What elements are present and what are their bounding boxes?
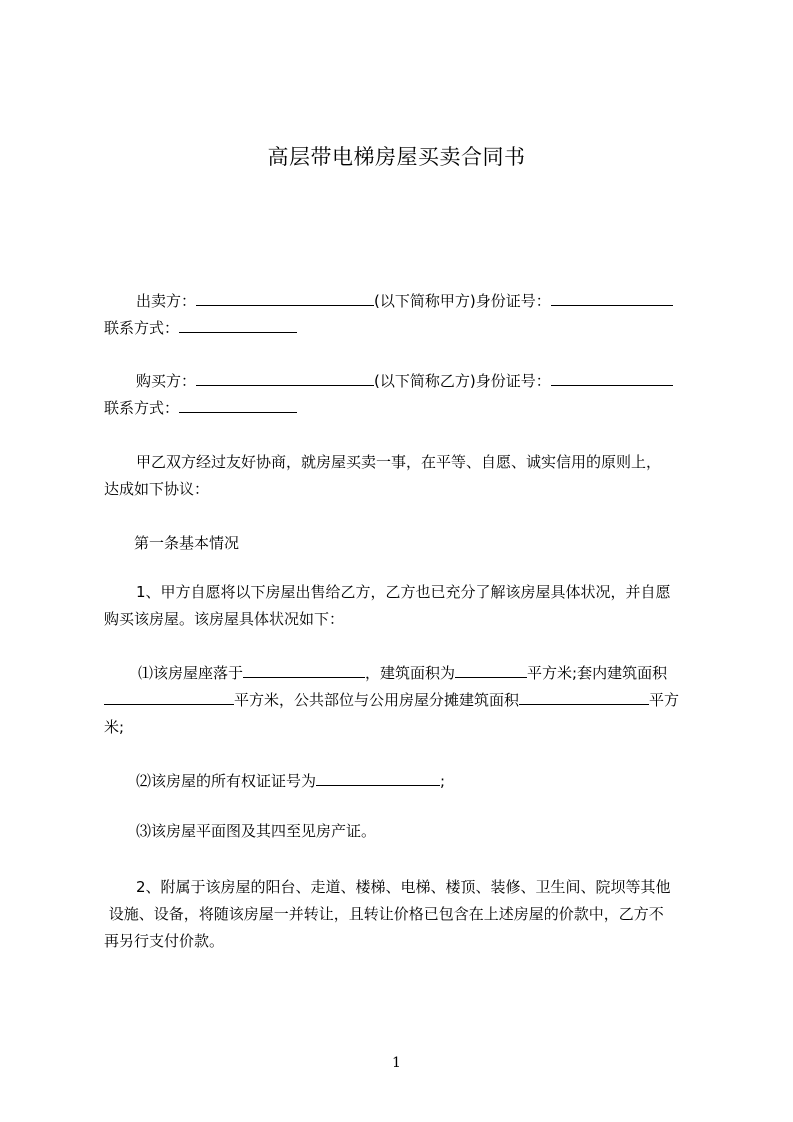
buyer-contact-label: 联系方式： [104, 399, 180, 417]
document-title: 高层带电梯房屋买卖合同书 [267, 145, 526, 169]
item1-f: 米; [104, 718, 125, 736]
item1-a: ⑴该房屋座落于 [138, 664, 244, 682]
article1-p2-line-1: 2、附属于该房屋的阳台、走道、楼梯、电梯、楼顶、装修、卫生间、院坝等其他 [136, 878, 671, 896]
inner-area-blank [104, 689, 234, 705]
buyer-name-blank [196, 370, 374, 386]
seller-contact-label: 联系方式： [104, 319, 180, 337]
seller-contact-line [104, 315, 708, 342]
buyer-contact-blank [179, 397, 297, 413]
certificate-number-blank [316, 770, 440, 786]
item1-line-2 [104, 687, 708, 714]
item2-a: ⑵该房屋的所有权证证号为 [136, 772, 317, 790]
article1-heading-block [104, 530, 708, 557]
area-blank [455, 662, 527, 678]
article1-item1 [104, 660, 708, 741]
item2-b: ; [440, 772, 446, 790]
intro-line-2: 达成如下协议： [104, 480, 210, 498]
article1-p2-line-2: 设施、设备，将随该房屋一并转让，且转让价格已包含在上述房屋的价款中，乙方不 [104, 905, 664, 923]
item2-line [104, 768, 708, 795]
seller-mid: (以下简称甲方)身份证号： [374, 292, 551, 310]
seller-id-blank [551, 290, 673, 306]
item1-e: 平方 [649, 691, 680, 709]
item3-line: ⑶该房屋平面图及其四至见房产证。 [136, 822, 377, 840]
buyer-mid: (以下简称乙方)身份证号： [374, 372, 551, 390]
article1-p1-line-2: 购买该房屋。该房屋具体状况如下： [104, 610, 345, 628]
article1-p1-line-1: 1、甲方自愿将以下房屋出售给乙方，乙方也已充分了解该房屋具体状况，并自愿 [136, 583, 671, 601]
seller-contact-blank [179, 317, 297, 333]
shared-area-blank [519, 689, 649, 705]
item1-b: ，建筑面积为 [365, 664, 456, 682]
article1-heading: 第一条基本情况 [134, 534, 240, 552]
article1-p1 [104, 579, 708, 633]
item1-d: 平方米，公共部位与公用房屋分摊建筑面积 [234, 691, 520, 709]
article1-item3 [104, 818, 708, 845]
item1-c: 平方米;套内建筑面积 [527, 664, 668, 682]
intro-paragraph [104, 449, 708, 503]
article1-item2 [104, 768, 708, 795]
buyer-contact-line [104, 395, 708, 422]
buyer-line [104, 368, 708, 395]
page-number: 1 [392, 1055, 401, 1071]
article1-p2-line-3: 再另行支付价款。 [104, 932, 225, 950]
intro-line-1: 甲乙双方经过友好协商，就房屋买卖一事，在平等、自愿、诚实信用的原则上， [136, 453, 662, 471]
buyer-id-blank [551, 370, 673, 386]
seller-section [104, 288, 708, 342]
seller-label: 出卖方： [136, 292, 197, 310]
buyer-section [104, 368, 708, 422]
location-blank [243, 662, 365, 678]
seller-name-blank [196, 290, 374, 306]
seller-line [104, 288, 708, 315]
item1-line-1 [104, 660, 708, 687]
buyer-label: 购买方： [136, 372, 197, 390]
article1-p2 [104, 874, 708, 955]
